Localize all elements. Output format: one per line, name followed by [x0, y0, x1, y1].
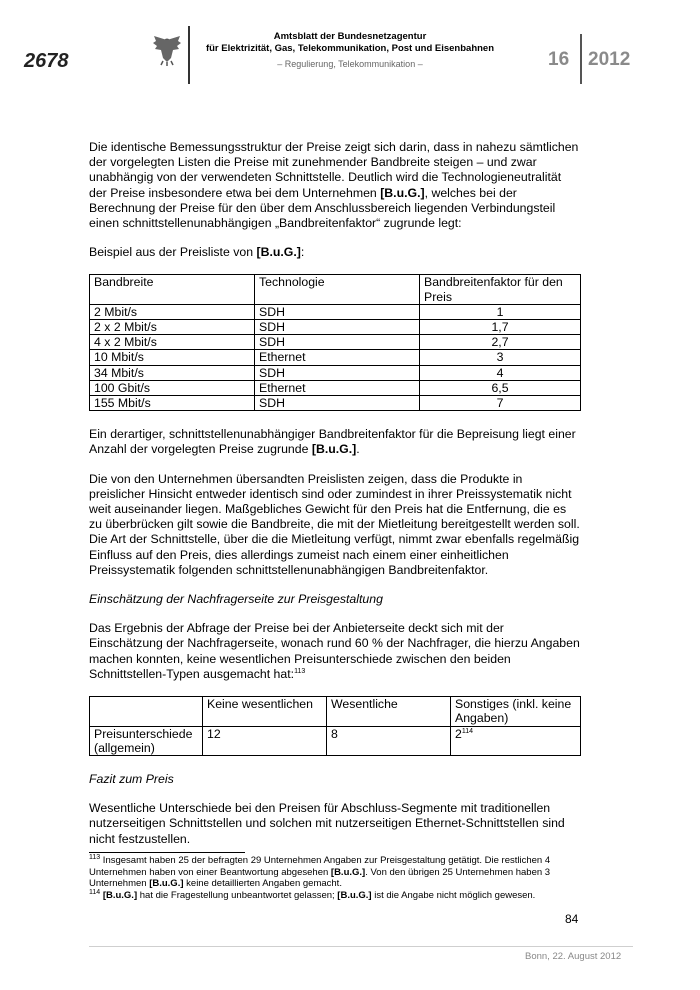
- header-divider: [188, 26, 190, 84]
- table-cell: 100 Gbit/s: [90, 380, 255, 395]
- footnotes: [89, 855, 589, 901]
- section-heading-conclusion: Fazit zum Preis: [89, 771, 174, 786]
- table-header-cell: Technologie: [255, 275, 420, 304]
- table-cell: SDH: [255, 365, 420, 380]
- table-cell: 4 x 2 Mbit/s: [90, 335, 255, 350]
- table-row: [90, 350, 581, 365]
- footer-divider: [89, 946, 633, 947]
- table-cell: Ethernet: [255, 380, 420, 395]
- footnote-113: $^{113}$ Insgesamt haben 25 der befragten 29 Unternehmen Angaben zur Preisgestaltung getätigt. Die restlichen 4 Unternehmen haben von einer Beantwortung abgesehen [B.u.G.]. Von den übrigen 25 Unternehmen haben 3 Unternehmen [B.u.G.] keine detaillierten Angaben gemacht.: [89, 853, 551, 889]
- footnote-ref-114: 114: [461, 727, 474, 735]
- table-cell: 2 x 2 Mbit/s: [90, 320, 255, 335]
- table-cell: 1: [420, 304, 581, 319]
- issue-divider: [580, 34, 582, 84]
- table-cell: 3: [420, 350, 581, 365]
- paragraph-5: Das Ergebnis der Abfrage der Preise bei der Anbieterseite deckt sich mit der Einschätzung der Nachfragerseite, wonach rund 60 % der Nachfrager, die hierzu Angaben machen konnten, keine wesentlichen Preisunterschiede zwischen den beiden Schnittstellen-Typen ausgemacht hat:$^{113}$: [89, 621, 580, 681]
- table-cell: SDH: [255, 320, 420, 335]
- table-row: [90, 304, 581, 319]
- table-cell: 10 Mbit/s: [90, 350, 255, 365]
- table-header-cell: Sonstiges (inkl. keine Angaben): [451, 697, 581, 726]
- table-row: [90, 396, 581, 411]
- table-cell: 1,7: [420, 320, 581, 335]
- table-header-cell: Bandbreite: [90, 275, 255, 304]
- footnote-ref-113: 113: [294, 667, 306, 675]
- table-cell: 2,7: [420, 335, 581, 350]
- table-cell: Ethernet: [255, 350, 420, 365]
- paragraph-1: Die identische Bemessungsstruktur der Preise zeigt sich darin, dass in nahezu sämtlichen der vorgelegten Listen die Preise mit zunehmender Bandbreite steigen – und zwar unabhängig von der verwendeten Schnittstelle. Deutlich wird die Technologieneutralität der Preise insbesondere etwa bei dem Unternehmen [B.u.G.], welches bei der Berechnung der Preise für den über dem Anschlussbereich liegenden Verbindungsteil einen schnittstellenunabhängigen „Bandbreitenfaktor“ zugrunde legt:: [89, 140, 579, 231]
- table-row: [90, 365, 581, 380]
- table-cell: 7: [420, 396, 581, 411]
- table-row: [90, 380, 581, 395]
- table-cell: SDH: [255, 335, 420, 350]
- table-header-cell: Wesentliche: [327, 697, 451, 726]
- redaction-marker: [B.u.G.]: [256, 245, 301, 260]
- table-header-row: [90, 697, 581, 726]
- table-header-cell: Keine wesentlichen: [203, 697, 327, 726]
- table-cell: 4: [420, 365, 581, 380]
- table-header-cell: Bandbreitenfaktor für den Preis: [420, 275, 581, 304]
- table-cell: SDH: [255, 396, 420, 411]
- issue-number: 16: [548, 49, 570, 70]
- paragraph-4: Die von den Unternehmen übersandten Preislisten zeigen, dass die Produkte in preislicher Hinsicht entweder identisch sind oder zumindest in ihrer Preissystematik nicht weit auseinander liegen. Maßgebliches Gewicht für den Preis hat die Entfernung, die es zu überbrücken gilt sowie die Bandbreite, die mit der Mietleitung bereitgestellt werden soll. Die Art der Schnittstelle, über die die Mietleitung verfügt, nimmt zwar ebenfalls regelmäßig Einfluss auf den Preis, dies allerdings zumeist nach einem einer einheitlichen Preissystematik folgenden schnittstellenunabhängigen Bandbreitenfaktor.: [89, 471, 580, 577]
- gazette-title-line2: für Elektrizität, Gas, Telekommunikation, Post und Eisenbahnen: [205, 43, 495, 54]
- table-row: [90, 726, 581, 755]
- issue-year: 2012: [588, 49, 631, 70]
- redaction-marker: [B.u.G.]: [311, 442, 357, 457]
- table-header-cell: [90, 697, 203, 726]
- section-heading-demand-side: Einschätzung der Nachfragerseite zur Preisgestaltung: [89, 592, 383, 607]
- footer-date: Bonn, 22. August 2012: [525, 951, 622, 962]
- federal-eagle-icon: [150, 32, 184, 66]
- table-cell: $2^{114}$: [451, 726, 581, 755]
- table-cell: 12: [203, 726, 327, 755]
- table-cell: 155 Mbit/s: [90, 396, 255, 411]
- gazette-title-line1: Amtsblatt der Bundesnetzagentur: [273, 31, 427, 42]
- price-difference-table: [89, 696, 581, 756]
- table-cell: 2 Mbit/s: [90, 304, 255, 319]
- footnote-divider: [89, 852, 245, 853]
- gazette-page-number: 2678: [24, 50, 69, 72]
- table-cell: 34 Mbit/s: [90, 365, 255, 380]
- paragraph-2: Beispiel aus der Preisliste von [B.u.G.]:: [89, 245, 305, 260]
- redaction-marker: [B.u.G.]: [380, 185, 425, 200]
- main-content: [89, 140, 581, 861]
- table-row-label: Preisunterschiede (allgemein): [90, 726, 203, 755]
- paragraph-3: Ein derartiger, schnittstellenunabhängiger Bandbreitenfaktor für die Bepreisung liegt einer Anzahl der vorgelegten Preise zugrunde [B.u.G.].: [89, 427, 576, 457]
- table-cell: 6,5: [420, 380, 581, 395]
- gazette-title: [200, 31, 500, 55]
- bandwidth-factor-table: [89, 274, 581, 411]
- table-row: [90, 335, 581, 350]
- paragraph-6: Wesentliche Unterschiede bei den Preisen für Abschluss-Segmente mit traditionellen nutzerseitigen Schnittstellen und solchen mit nutzerseitigen Ethernet-Schnittstellen sind nicht festzustellen.: [89, 801, 565, 846]
- page-number: 84: [565, 912, 579, 926]
- gazette-subtitle: – Regulierung, Telekommunikation –: [277, 59, 423, 69]
- footnote-114: $^{114}$ [B.u.G.] hat die Fragestellung unbeantwortet gelassen; [B.u.G.] ist die Angabe nicht möglich gewesen.: [89, 888, 536, 901]
- table-header-row: [90, 275, 581, 304]
- table-cell: SDH: [255, 304, 420, 319]
- table-cell: 8: [327, 726, 451, 755]
- table-row: [90, 320, 581, 335]
